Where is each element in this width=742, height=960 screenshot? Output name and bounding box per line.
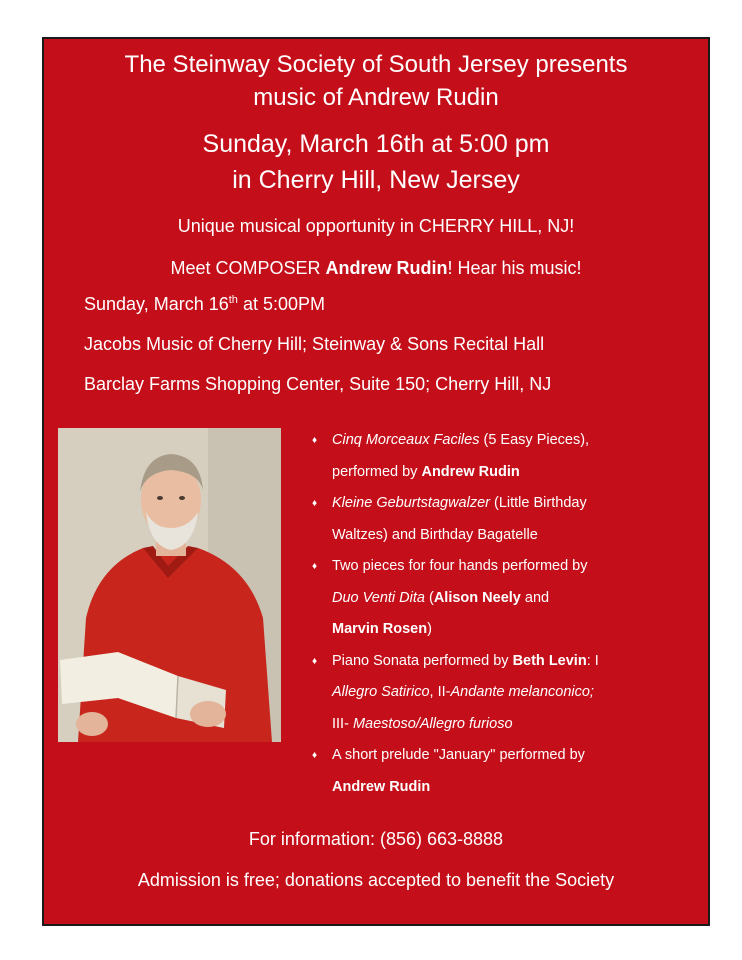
venue: Jacobs Music of Cherry Hill; Steinway & Sons Recital Hall bbox=[84, 334, 545, 354]
diamond-bullet-icon: ♦ bbox=[312, 561, 318, 572]
place-headline: in Cherry Hill, New Jersey bbox=[232, 166, 520, 194]
piece-desc: (5 Easy Pieces), bbox=[479, 432, 590, 448]
address: Barclay Farms Shopping Center, Suite 150; Cherry Hill, NJ bbox=[84, 374, 552, 394]
program-item bbox=[312, 646, 652, 741]
movement-sep: , II- bbox=[429, 684, 451, 700]
composer-photo bbox=[58, 428, 281, 742]
movement-sep: : I bbox=[586, 652, 599, 669]
date-detail bbox=[84, 293, 325, 315]
piece-title: Cinq Morceaux Faciles bbox=[332, 432, 480, 448]
title-line-1: The Steinway Society of South Jersey presents bbox=[124, 51, 628, 78]
piece-desc: A short prelude "January" performed by bbox=[332, 747, 585, 763]
movement-title: Andante melanconico; bbox=[450, 684, 594, 700]
movement-title: Maestoso/Allegro furioso bbox=[352, 715, 513, 732]
paren: ) bbox=[427, 621, 432, 637]
conjunction: and bbox=[520, 589, 550, 606]
meet-pre: Meet COMPOSER bbox=[170, 258, 326, 278]
diamond-bullet-icon: ♦ bbox=[312, 498, 318, 509]
title-line-2: music of Andrew Rudin bbox=[253, 84, 499, 111]
flyer bbox=[42, 37, 710, 926]
program-item bbox=[312, 425, 652, 488]
movement-sep: III- bbox=[332, 715, 353, 732]
piece-desc: Piano Sonata performed by bbox=[332, 652, 513, 669]
performed-by: performed by bbox=[332, 463, 422, 480]
date-detail-post: at 5:00PM bbox=[237, 294, 325, 314]
movement-title: Allegro Satirico bbox=[332, 684, 430, 700]
diamond-bullet-icon: ♦ bbox=[312, 750, 318, 761]
date-detail-pre: Sunday, March 16 bbox=[84, 294, 229, 314]
performer-name: Andrew Rudin bbox=[421, 463, 520, 480]
meet-composer-name: Andrew Rudin bbox=[325, 258, 448, 278]
program-item bbox=[312, 740, 652, 803]
paren: ( bbox=[424, 589, 434, 606]
diamond-bullet-icon: ♦ bbox=[312, 655, 318, 667]
piece-desc: (Little Birthday bbox=[489, 495, 587, 511]
piece-title: Kleine Geburtstagwalzer bbox=[332, 495, 490, 511]
ensemble-name: Duo Venti Dita bbox=[332, 589, 425, 606]
program-item bbox=[312, 551, 652, 646]
piece-desc: Two pieces for four hands performed by bbox=[332, 558, 588, 574]
tagline: Unique musical opportunity in CHERRY HILL, NJ! bbox=[177, 216, 575, 236]
info-phone: For information: (856) 663-8888 bbox=[248, 829, 504, 849]
date-detail-sup: th bbox=[228, 294, 238, 306]
meet-post: ! Hear his music! bbox=[447, 258, 582, 278]
program-item bbox=[312, 488, 652, 551]
diamond-bullet-icon: ♦ bbox=[312, 435, 318, 446]
admission-note: Admission is free; donations accepted to benefit the Society bbox=[137, 870, 615, 890]
meet-composer-line bbox=[44, 257, 708, 279]
performer-name: Beth Levin bbox=[512, 652, 587, 669]
piece-desc-cont: Waltzes) and Birthday Bagatelle bbox=[332, 526, 538, 543]
performer-name: Alison Neely bbox=[433, 589, 521, 606]
program-list bbox=[312, 425, 652, 803]
performer-name: Marvin Rosen bbox=[332, 621, 428, 637]
performer-name: Andrew Rudin bbox=[332, 778, 431, 795]
date-headline: Sunday, March 16th at 5:00 pm bbox=[202, 130, 550, 158]
